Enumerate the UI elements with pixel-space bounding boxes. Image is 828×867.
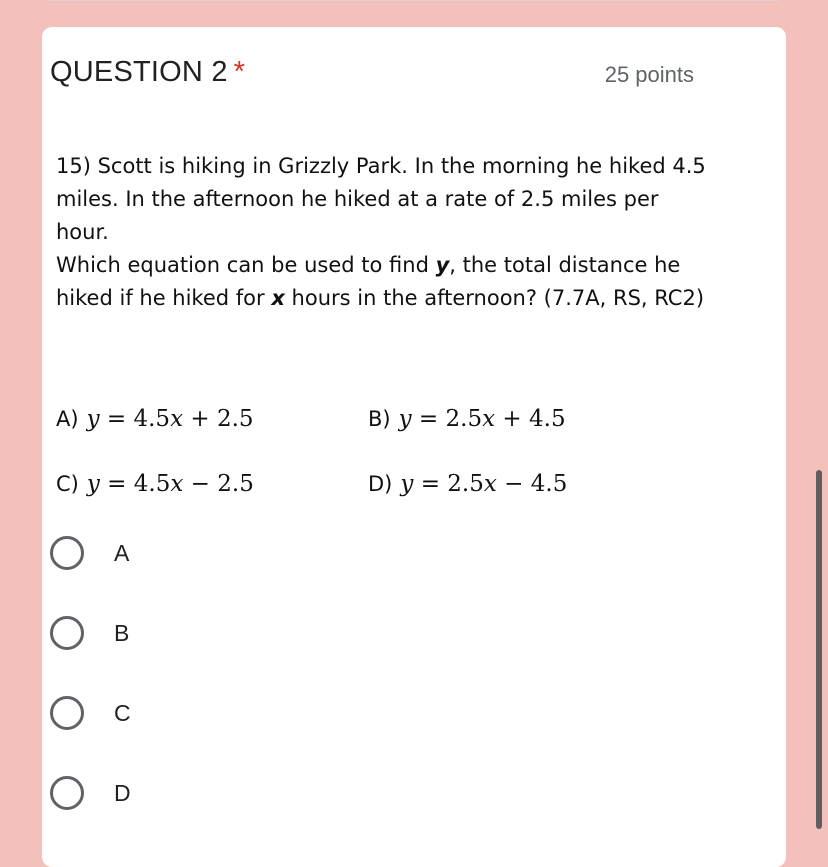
radio-button-icon[interactable]	[50, 696, 84, 730]
equation-letter: D)	[368, 472, 393, 496]
question-title-text: QUESTION 2	[50, 56, 228, 88]
radio-label[interactable]: A	[114, 540, 130, 566]
variable-y: y	[435, 253, 450, 277]
radio-option-d[interactable]	[50, 774, 350, 818]
equation-text: y = 2.5x − 4.5	[400, 471, 568, 497]
question-text-part-a: Which equation can be used to find	[56, 253, 436, 277]
previous-question-card	[42, 0, 786, 1]
radio-option-b[interactable]	[50, 614, 350, 658]
question-title	[50, 56, 245, 89]
radio-label[interactable]: C	[114, 700, 131, 726]
radio-button-icon[interactable]	[50, 616, 84, 650]
scrollbar-thumb[interactable]	[816, 470, 822, 829]
equation-choice-c	[56, 471, 254, 511]
equation-letter: C)	[56, 472, 79, 496]
radio-label[interactable]: D	[114, 780, 131, 806]
equation-text: y = 4.5x + 2.5	[86, 406, 254, 432]
question-text	[56, 150, 706, 315]
radio-option-a[interactable]	[50, 534, 350, 578]
required-asterisk: *	[233, 56, 246, 88]
question-paragraph-2	[56, 249, 706, 315]
equation-choice-d	[368, 471, 567, 511]
radio-button-icon[interactable]	[50, 776, 84, 810]
question-paragraph-1: 15) Scott is hiking in Grizzly Park. In the morning he hiked 4.5 miles. In the afternoon he hiked at a rate of 2.5 miles per hour.	[56, 154, 706, 244]
radio-button-icon[interactable]	[50, 536, 84, 570]
question-text-part-c: hours in the afternoon? (7.7A, RS, RC2)	[284, 286, 705, 310]
points-label: 25 points	[604, 62, 694, 87]
equation-choice-a	[56, 406, 254, 446]
radio-option-c[interactable]	[50, 694, 350, 738]
radio-label[interactable]: B	[114, 620, 130, 646]
question-header	[50, 56, 694, 96]
equation-choice-b	[368, 406, 566, 446]
question-text-part-b: , the total distance he hiked if he hiked for	[56, 253, 681, 310]
equation-text: y = 4.5x − 2.5	[86, 471, 254, 497]
equation-text: y = 2.5x + 4.5	[398, 406, 566, 432]
equation-letter: B)	[368, 407, 391, 431]
equation-letter: A)	[56, 407, 79, 431]
question-image	[56, 150, 706, 315]
variable-x: x	[271, 286, 285, 310]
